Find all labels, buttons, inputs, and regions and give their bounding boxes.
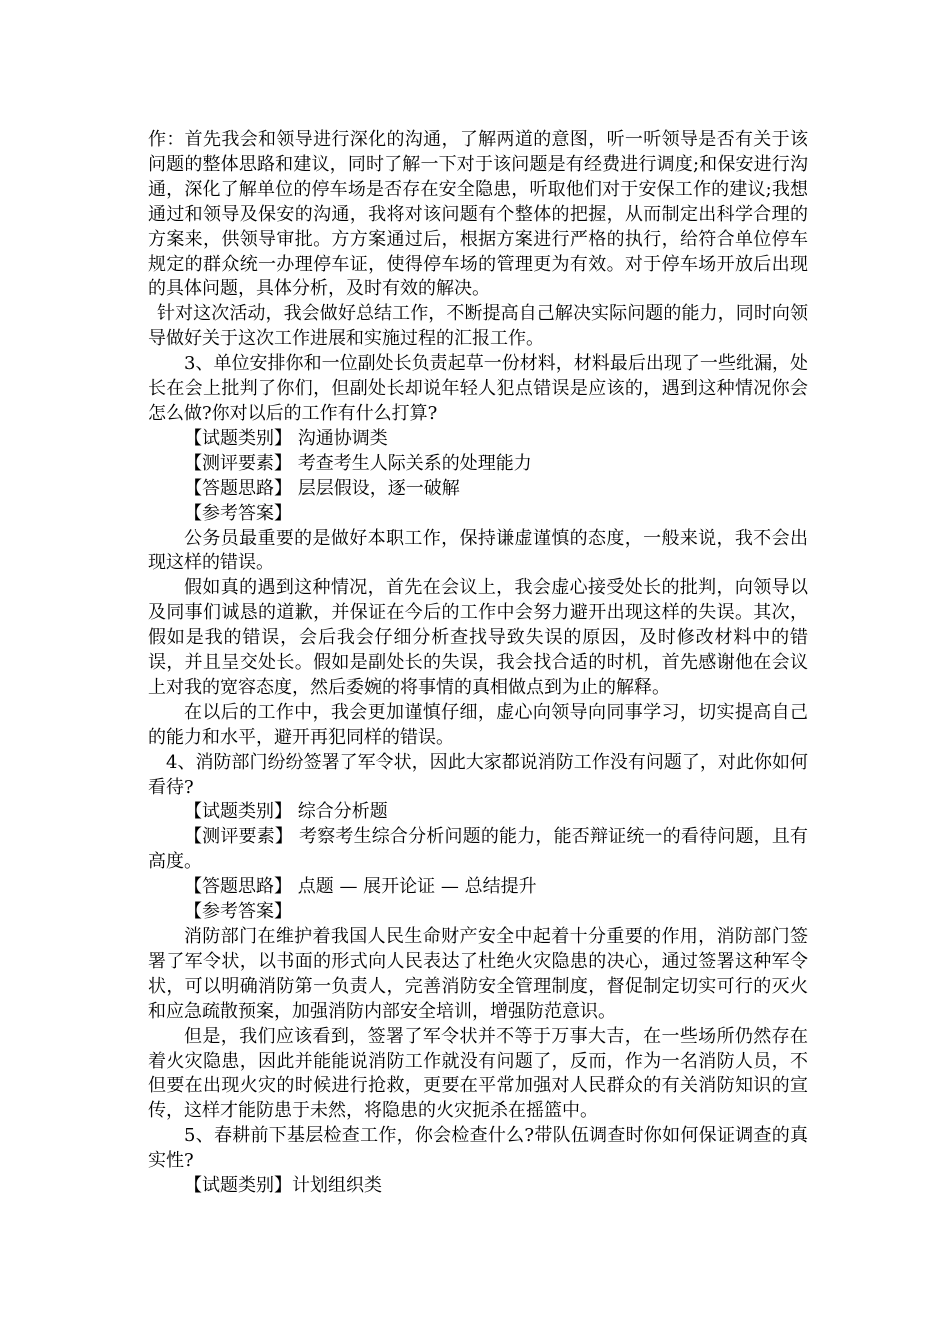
evaluation-element: 【测评要素】 考查考生人际关系的处理能力 (184, 452, 532, 474)
document-body (148, 128, 808, 1199)
reference-answer-heading: 【参考答案】 (184, 901, 292, 923)
answer-approach: 【答题思路】 层层假设，逐一破解 (184, 477, 460, 499)
paragraph: 公务员最重要的是做好本职工作，保持谦虚谨慎的态度，一般来说，我不会出现这样的错误。 (148, 527, 808, 574)
paragraph: 在以后的工作中，我会更加谨慎仔细，虚心向领导向同事学习，切实提高自己的能力和水平，避开再犯同样的错误。 (148, 701, 808, 748)
question-4: 4、消防部门纷纷签署了军令状，因此大家都说消防工作没有问题了，对此你如何看待? (148, 751, 808, 798)
paragraph: 假如真的遇到这种情况，首先在会议上，我会虚心接受处长的批判，向领导以及同事们诚恳的道歉，并保证在今后的工作中会努力避开出现这样的失误。其次，假如是我的错误，会后我会仔细分析查找导致失误的原因，及时修改材料中的错误，并且呈交处长。假如是副处长的失误，我会找合适的时机，首先感谢他在会议上对我的宽容态度，然后委婉的将事情的真相做点到为止的解释。 (148, 577, 808, 698)
question-category: 【试题类别】计划组织类 (184, 1175, 382, 1197)
paragraph: 但是，我们应该看到，签署了军令状并不等于万事大吉，在一些场所仍然存在着火灾隐患，因此并能能说消防工作就没有问题了，反而，作为一名消防人员，不但要在出现火灾的时候进行抢救，更要在平常加强对人民群众的有关消防知识的宣传，这样才能防患于未然，将隐患的火灾扼杀在摇篮中。 (148, 1025, 808, 1122)
question-category: 【试题类别】 沟通协调类 (184, 427, 388, 449)
question-5: 5、春耕前下基层检查工作，你会检查什么?带队伍调查时你如何保证调查的真实性? (148, 1125, 808, 1172)
paragraph: 针对这次活动，我会做好总结工作，不断提高自己解决实际问题的能力，同时向领导做好关于这次工作进展和实施过程的汇报工作。 (148, 303, 808, 350)
answer-approach: 【答题思路】 点题 — 展开论证 — 总结提升 (184, 876, 537, 898)
question-category: 【试题类别】 综合分析题 (184, 801, 388, 823)
question-3: 3、单位安排你和一位副处长负责起草一份材料，材料最后出现了一些纰漏，处长在会上批判了你们，但副处长却说年轻人犯点错误是应该的，遇到这种情况你会怎么做?你对以后的工作有什么打算? (148, 353, 808, 424)
paragraph: 消防部门在维护着我国人民生命财产安全中起着十分重要的作用，消防部门签署了军令状，以书面的形式向人民表达了杜绝火灾隐患的决心，通过签署这种军令状，可以明确消防第一负责人，完善消防安全管理制度，督促制定切实可行的灭火和应急疏散预案，加强消防内部安全培训，增强防范意识。 (148, 926, 808, 1022)
evaluation-element: 【测评要素】 考察考生综合分析问题的能力，能否辩证统一的看待问题，且有高度。 (148, 826, 808, 873)
paragraph: 作：首先我会和领导进行深化的沟通，了解两道的意图，听一听领导是否有关于该问题的整体思路和建议，同时了解一下对于该问题是有经费进行调度;和保安进行沟通，深化了解单位的停车场是否存在安全隐患，听取他们对于安保工作的建议;我想通过和领导及保安的沟通，我将对该问题有个整体的把握，从而制定出科学合理的方案来，供领导审批。方方案通过后，根据方案进行严格的执行，给符合单位停车规定的群众统一办理停车证，使得停车场的管理更为有效。对于停车场开放后出现的具体问题，具体分析，及时有效的解决。 (148, 129, 808, 300)
reference-answer-heading: 【参考答案】 (184, 502, 292, 524)
